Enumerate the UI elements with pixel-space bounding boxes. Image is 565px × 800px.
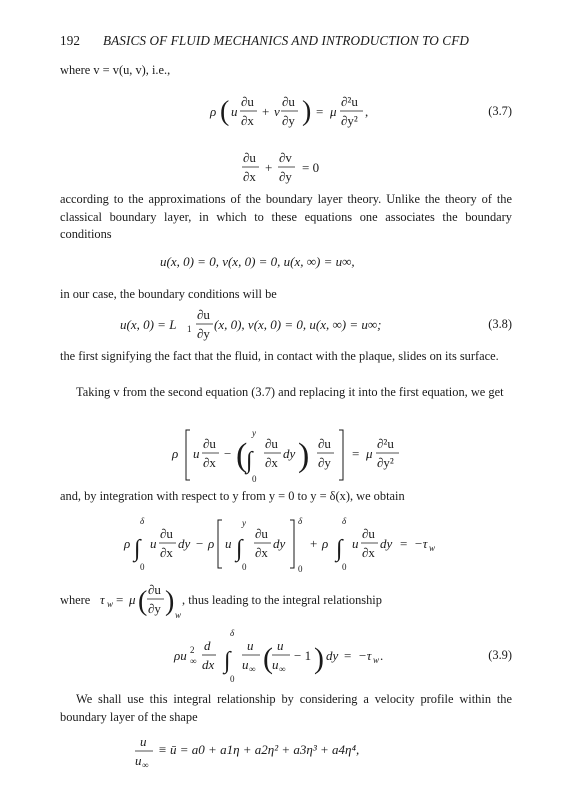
svg-text:u: u — [242, 657, 249, 672]
svg-text:dy: dy — [283, 446, 296, 461]
equation-3-8-svg — [60, 305, 220, 345]
svg-text:ρ: ρ — [210, 104, 217, 119]
equation-number-3-9: (3.9) — [488, 648, 512, 662]
svg-text:∂y: ∂y — [282, 113, 295, 128]
equation-tau-w — [60, 578, 512, 622]
svg-text:∞: ∞ — [142, 760, 149, 770]
svg-text:dy: dy — [273, 536, 286, 551]
svg-text:+: + — [262, 104, 270, 119]
svg-text:u: u — [231, 104, 238, 119]
svg-text:w: w — [429, 543, 436, 553]
svg-text:0: 0 — [230, 674, 235, 684]
svg-text:): ) — [165, 586, 175, 617]
svg-text:μ: μ — [330, 104, 337, 119]
svg-text:=: = — [116, 592, 124, 607]
equation-continuity-svg — [60, 144, 512, 188]
bc-ours-tail: (x, 0), v(x, 0) = 0, u(x, ∞) = u∞; — [214, 317, 382, 332]
svg-text:.: . — [380, 648, 384, 663]
svg-text:w: w — [373, 655, 380, 665]
equation-velocity-profile — [60, 730, 512, 774]
svg-text:δ: δ — [140, 516, 145, 526]
equation-substituted — [60, 422, 512, 486]
paragraph-slides: the first signifying the fact that the fluid, in contact with the plaque, slides on its surface. — [60, 349, 499, 363]
svg-text:y: y — [252, 428, 256, 438]
svg-text:u: u — [193, 446, 200, 461]
svg-text:∂u: ∂u — [255, 526, 268, 541]
svg-text:u: u — [225, 536, 232, 551]
svg-text:u(x, 0) = L: u(x, 0) = L — [120, 317, 177, 332]
equation-number-3-8: (3.8) — [488, 317, 512, 331]
svg-text:,: , — [365, 104, 369, 119]
svg-text:(: ( — [220, 96, 230, 127]
svg-text:∂y: ∂y — [318, 455, 331, 470]
svg-text:∂u: ∂u — [160, 526, 173, 541]
svg-text:∂x: ∂x — [203, 455, 216, 470]
svg-text:u: u — [277, 638, 284, 653]
svg-text:∂x: ∂x — [243, 169, 256, 184]
running-title: BASICS OF FLUID MECHANICS AND INTRODUCTION TO CFD — [103, 33, 469, 48]
svg-text:∂y²: ∂y² — [341, 113, 358, 128]
svg-text:δ: δ — [230, 628, 235, 638]
svg-text:∞: ∞ — [249, 664, 256, 674]
svg-text:w: w — [107, 599, 114, 609]
svg-text:u: u — [140, 734, 147, 749]
svg-text:ρ: ρ — [208, 536, 215, 551]
svg-text:∂u: ∂u — [197, 307, 210, 322]
svg-text:u: u — [272, 657, 279, 672]
svg-text:(: ( — [138, 586, 148, 617]
svg-text:w: w — [175, 610, 182, 620]
paragraph-velocity-profile: We shall use this integral relationship by considering a velocity profile within the boundary layer of the shape — [60, 692, 512, 724]
svg-text:∂x: ∂x — [255, 545, 268, 560]
svg-text:u: u — [247, 638, 254, 653]
svg-text:∂y: ∂y — [148, 601, 161, 616]
classical-bc-text: u(x, 0) = 0, v(x, 0) = 0, u(x, ∞) = u∞, — [160, 254, 355, 269]
svg-text:): ) — [302, 96, 312, 127]
svg-text:∂x: ∂x — [362, 545, 375, 560]
svg-text:0: 0 — [298, 564, 303, 574]
svg-text:∫: ∫ — [246, 448, 253, 474]
svg-text:∂u: ∂u — [282, 94, 295, 109]
svg-text:dy: dy — [380, 536, 393, 551]
svg-text:v: v — [274, 104, 280, 119]
svg-text:−τ: −τ — [414, 536, 428, 551]
svg-text:y: y — [242, 518, 246, 528]
svg-text:∂u: ∂u — [203, 436, 216, 451]
svg-text:μ: μ — [366, 446, 373, 461]
svg-text:=: = — [352, 446, 360, 461]
equation-3-9-svg — [60, 626, 512, 686]
svg-text:μ: μ — [129, 592, 136, 607]
equation-integrated-svg — [60, 514, 512, 574]
svg-text:∫: ∫ — [224, 648, 231, 674]
svg-text:=: = — [316, 104, 324, 119]
svg-text:=: = — [400, 536, 408, 551]
equation-3-7-svg — [60, 86, 512, 134]
svg-text:): ) — [298, 437, 310, 474]
svg-text:0: 0 — [140, 562, 145, 572]
equation-3-7-momentum — [60, 86, 512, 134]
svg-text:∂x: ∂x — [241, 113, 254, 128]
paragraph-taking-v: Taking v from the second equation (3.7) and replacing it into the first equation, we get — [76, 385, 504, 399]
page-number: 192 — [60, 33, 81, 48]
svg-text:∫: ∫ — [134, 536, 141, 562]
svg-text:0: 0 — [242, 562, 247, 572]
svg-text:∂y: ∂y — [197, 326, 210, 341]
svg-text:= 0: = 0 — [302, 160, 320, 175]
svg-text:dy: dy — [326, 648, 339, 663]
paragraph-boundary-layer: according to the approximations of the boundary layer theory. Unlike the theory of the classical boundary layer, in which to these equations one associates the boundary conditions — [60, 192, 512, 242]
svg-text:∂v: ∂v — [279, 150, 292, 165]
svg-text:−τ: −τ — [358, 648, 372, 663]
integral-relationship-lead: , thus leading to the integral relationship — [182, 593, 382, 607]
svg-text:0: 0 — [342, 562, 347, 572]
svg-text:∂u: ∂u — [241, 94, 254, 109]
svg-text:τ: τ — [100, 592, 105, 607]
equation-classical-bc — [60, 254, 512, 276]
svg-text:∂x: ∂x — [265, 455, 278, 470]
equation-integrated — [60, 514, 512, 574]
profile-tail: ≡ ū = a0 + a1η + a2η² + a3η³ + a4η⁴, — [158, 742, 360, 757]
paragraph-integration: and, by integration with respect to y from y = 0 to y = δ(x), we obtain — [60, 489, 405, 503]
svg-text:u: u — [352, 536, 359, 551]
svg-text:(: ( — [263, 642, 273, 675]
svg-text:−: − — [196, 536, 204, 551]
svg-text:d: d — [204, 638, 211, 653]
equation-substituted-svg — [60, 422, 512, 486]
svg-text:∂y: ∂y — [279, 169, 292, 184]
svg-text:∞: ∞ — [279, 664, 286, 674]
svg-text:ρ: ρ — [124, 536, 131, 551]
svg-text:−: − — [224, 446, 232, 461]
svg-text:+: + — [265, 160, 273, 175]
svg-text:∫: ∫ — [336, 536, 343, 562]
svg-text:ρu: ρu — [174, 648, 187, 663]
svg-text:∞: ∞ — [190, 656, 197, 666]
svg-text:∂u: ∂u — [148, 582, 161, 597]
svg-text:u: u — [150, 536, 157, 551]
svg-text:2: 2 — [190, 645, 195, 655]
paragraph-intro: where v = v(u, v), i.e., — [60, 63, 171, 77]
svg-text:∂²u: ∂²u — [341, 94, 358, 109]
svg-text:∂y²: ∂y² — [377, 455, 394, 470]
equation-profile-svg — [60, 730, 150, 774]
svg-text:dx: dx — [202, 657, 215, 672]
where-label: where — [60, 593, 91, 607]
svg-text:∂u: ∂u — [243, 150, 256, 165]
svg-text:ρ: ρ — [322, 536, 329, 551]
svg-text:∂²u: ∂²u — [377, 436, 394, 451]
svg-text:∫: ∫ — [236, 536, 243, 562]
svg-text:(: ( — [236, 437, 248, 474]
svg-text:u: u — [135, 753, 142, 768]
svg-text:− 1: − 1 — [294, 648, 312, 663]
svg-text:∂x: ∂x — [160, 545, 173, 560]
svg-text:=: = — [344, 648, 352, 663]
svg-text:0: 0 — [252, 474, 257, 484]
equation-continuity — [60, 144, 512, 188]
svg-text:): ) — [314, 642, 324, 675]
equation-number-3-7: (3.7) — [488, 104, 512, 118]
svg-text:ρ: ρ — [172, 446, 179, 461]
svg-text:δ: δ — [342, 516, 347, 526]
equation-3-9-integral — [60, 626, 512, 686]
svg-text:∂u: ∂u — [318, 436, 331, 451]
paragraph-our-case: in our case, the boundary conditions will be — [60, 287, 277, 301]
svg-text:∂u: ∂u — [265, 436, 278, 451]
svg-text:∂u: ∂u — [362, 526, 375, 541]
svg-text:1: 1 — [187, 324, 192, 334]
svg-text:dy: dy — [178, 536, 191, 551]
svg-text:+: + — [310, 536, 318, 551]
equation-3-8-bc — [60, 305, 512, 345]
svg-text:δ: δ — [298, 516, 303, 526]
